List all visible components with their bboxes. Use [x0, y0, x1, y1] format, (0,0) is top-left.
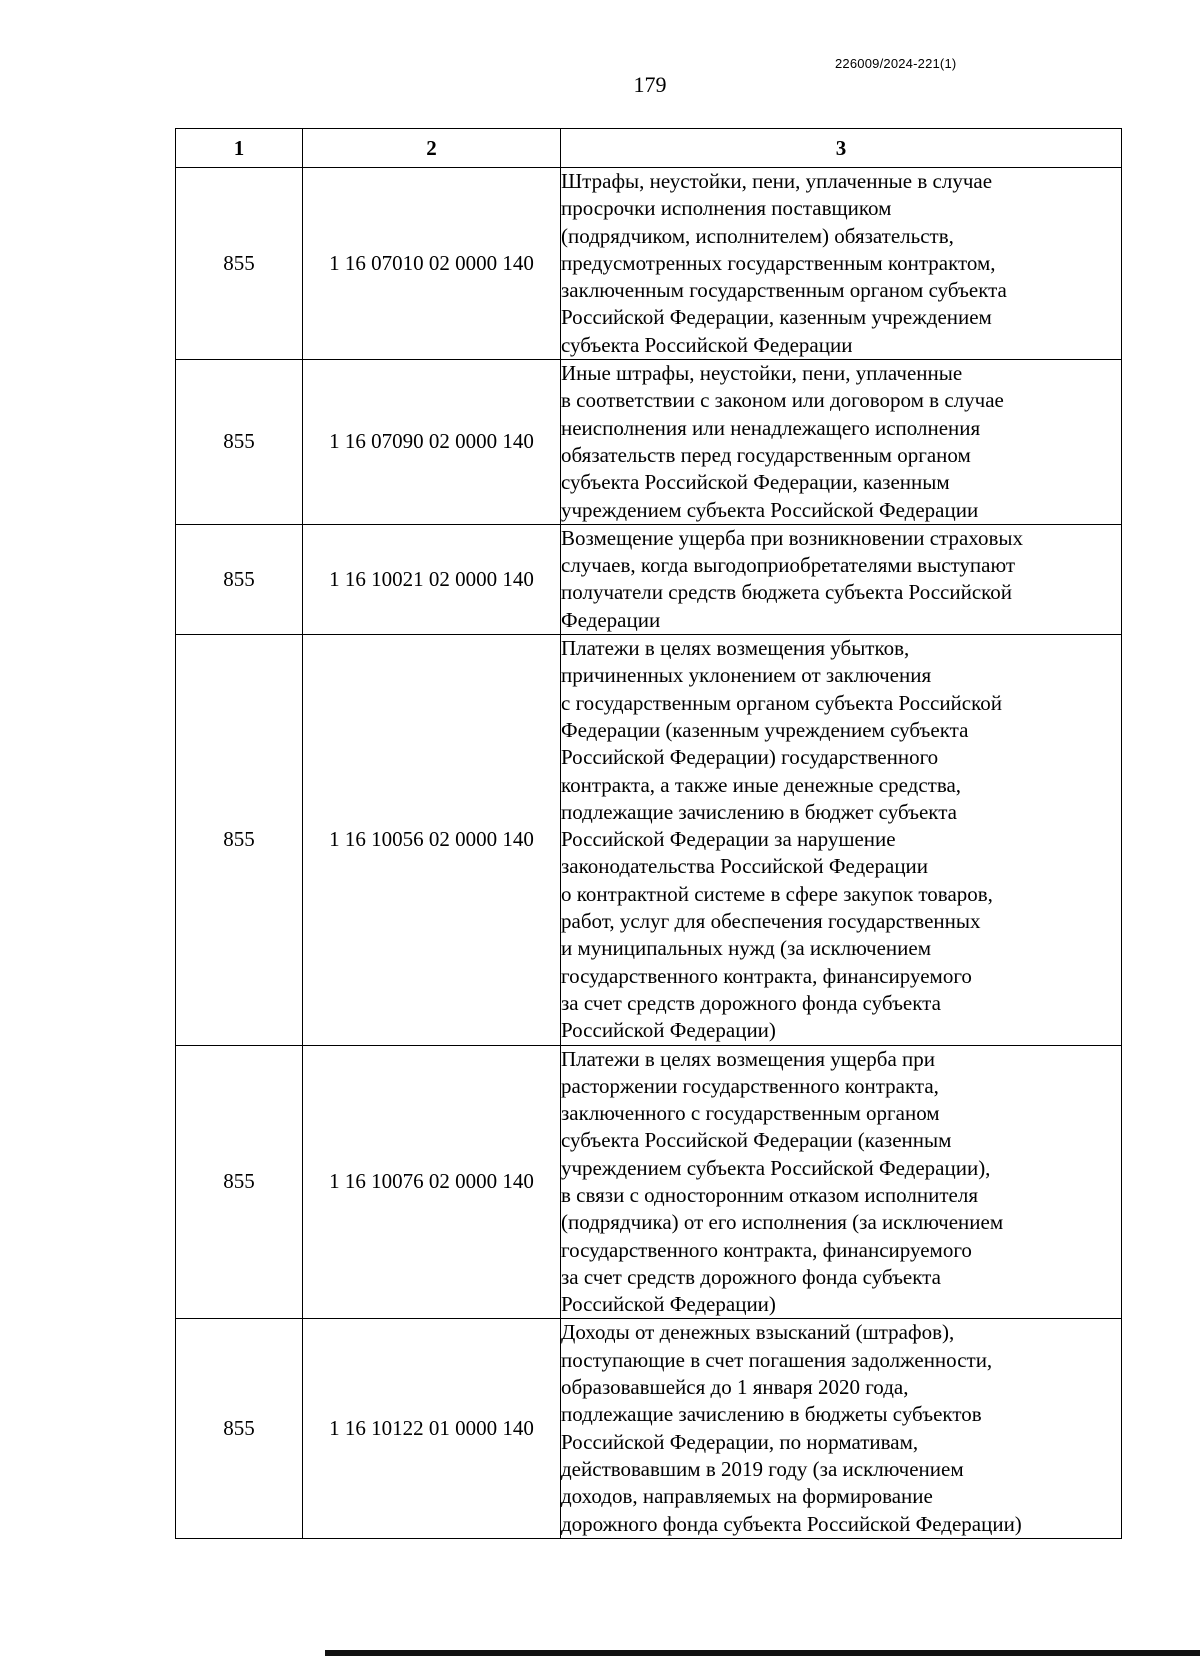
description-line: субъекта Российской Федерации (казенным [561, 1128, 952, 1153]
description-line: получатели средств бюджета субъекта Российской [561, 580, 1013, 605]
description-line: поступающие в счет погашения задолженности, [561, 1347, 993, 1372]
description-line: причиненных уклонением от заключения [561, 663, 932, 688]
description-line: расторжении государственного контракта, [561, 1073, 939, 1098]
column-header-1: 1 [176, 129, 303, 168]
administrator-code-cell: 855 [176, 360, 303, 525]
table-row [176, 635, 1122, 1045]
budget-classification-code-cell: 1 16 07010 02 0000 140 [303, 168, 561, 360]
description-line: и муниципальных нужд (за исключением [561, 936, 931, 961]
table-row [176, 1045, 1122, 1319]
description-line: в соответствии с законом или договором в случае [561, 388, 1004, 413]
description-line: неисполнения или ненадлежащего исполнения [561, 415, 981, 440]
revenue-description-cell [561, 168, 1122, 360]
revenue-codes-table [175, 128, 1122, 1539]
description-line: заключенного с государственным органом [561, 1101, 940, 1126]
revenue-description-cell [561, 635, 1122, 1045]
table-row [176, 1319, 1122, 1538]
revenue-description-cell [561, 1319, 1122, 1538]
description-line: Российской Федерации за нарушение [561, 827, 896, 852]
description-line: (подрядчиком, исполнителем) обязательств, [561, 223, 954, 248]
administrator-code-cell: 855 [176, 635, 303, 1045]
description-line: работ, услуг для обеспечения государственных [561, 909, 981, 934]
description-line: государственного контракта, финансируемого [561, 963, 972, 988]
description-line: Доходы от денежных взысканий (штрафов), [561, 1320, 955, 1345]
description-line: Российской Федерации, казенным учреждением [561, 305, 992, 330]
document-registration-number: 226009/2024-221(1) [835, 56, 957, 71]
description-line: дорожного фонда субъекта Российской Федерации) [561, 1511, 1022, 1536]
revenue-description-cell [561, 1045, 1122, 1319]
budget-classification-code-cell: 1 16 10122 01 0000 140 [303, 1319, 561, 1538]
description-line: за счет средств дорожного фонда субъекта [561, 990, 941, 1015]
administrator-code-cell: 855 [176, 1045, 303, 1319]
budget-classification-code-cell: 1 16 07090 02 0000 140 [303, 360, 561, 525]
description-line: подлежащие зачислению в бюджет субъекта [561, 799, 957, 824]
description-line: случаев, когда выгодоприобретателями выступают [561, 553, 1016, 578]
description-line: Возмещение ущерба при возникновении страховых [561, 525, 1023, 550]
revenue-description-cell [561, 360, 1122, 525]
description-line: образовавшейся до 1 января 2020 года, [561, 1375, 909, 1400]
column-header-3: 3 [561, 129, 1122, 168]
description-line: учреждением субъекта Российской Федерации), [561, 1155, 991, 1180]
description-line: Российской Федерации, по нормативам, [561, 1429, 919, 1454]
description-line: Федерации (казенным учреждением субъекта [561, 717, 969, 742]
description-line: действовавшим в 2019 году (за исключением [561, 1456, 964, 1481]
description-line: о контрактной системе в сфере закупок товаров, [561, 881, 993, 906]
table-body [176, 168, 1122, 1539]
description-line: Федерации [561, 607, 661, 632]
description-line: с государственным органом субъекта Российской [561, 690, 1002, 715]
description-line: за счет средств дорожного фонда субъекта [561, 1264, 941, 1289]
table-row [176, 168, 1122, 360]
column-header-2: 2 [303, 129, 561, 168]
description-line: просрочки исполнения поставщиком [561, 196, 892, 221]
table-row [176, 524, 1122, 634]
description-line: Платежи в целях возмещения убытков, [561, 636, 910, 661]
description-line: заключенным государственным органом субъекта [561, 278, 1007, 303]
revenue-description-cell [561, 524, 1122, 634]
description-line: Российской Федерации) [561, 1018, 776, 1043]
description-line: в связи с односторонним отказом исполнителя [561, 1182, 978, 1207]
description-line: Платежи в целях возмещения ущерба при [561, 1046, 936, 1071]
description-line: обязательств перед государственным органом [561, 442, 971, 467]
description-line: доходов, направляемых на формирование [561, 1484, 933, 1509]
description-line: Российской Федерации) государственного [561, 745, 939, 770]
description-line: государственного контракта, финансируемого [561, 1237, 972, 1262]
description-line: Штрафы, неустойки, пени, уплаченные в случае [561, 169, 993, 193]
budget-classification-code-cell: 1 16 10021 02 0000 140 [303, 524, 561, 634]
administrator-code-cell: 855 [176, 168, 303, 360]
description-line: субъекта Российской Федерации, казенным [561, 470, 950, 495]
description-line: учреждением субъекта Российской Федерации [561, 497, 979, 522]
page-number: 179 [633, 72, 667, 97]
description-line: законодательства Российской Федерации [561, 854, 929, 879]
description-line: Иные штрафы, неустойки, пени, уплаченные [561, 361, 963, 386]
table-row [176, 360, 1122, 525]
description-line: контракта, а также иные денежные средства, [561, 772, 962, 797]
budget-classification-code-cell: 1 16 10056 02 0000 140 [303, 635, 561, 1045]
description-line: субъекта Российской Федерации [561, 332, 853, 357]
scan-bottom-edge [325, 1650, 1200, 1656]
table-header-row [176, 129, 1122, 168]
budget-classification-code-cell: 1 16 10076 02 0000 140 [303, 1045, 561, 1319]
administrator-code-cell: 855 [176, 1319, 303, 1538]
description-line: Российской Федерации) [561, 1292, 776, 1317]
administrator-code-cell: 855 [176, 524, 303, 634]
description-line: (подрядчика) от его исполнения (за исключением [561, 1210, 1004, 1235]
description-line: подлежащие зачислению в бюджеты субъектов [561, 1402, 982, 1427]
description-line: предусмотренных государственным контрактом, [561, 250, 996, 275]
